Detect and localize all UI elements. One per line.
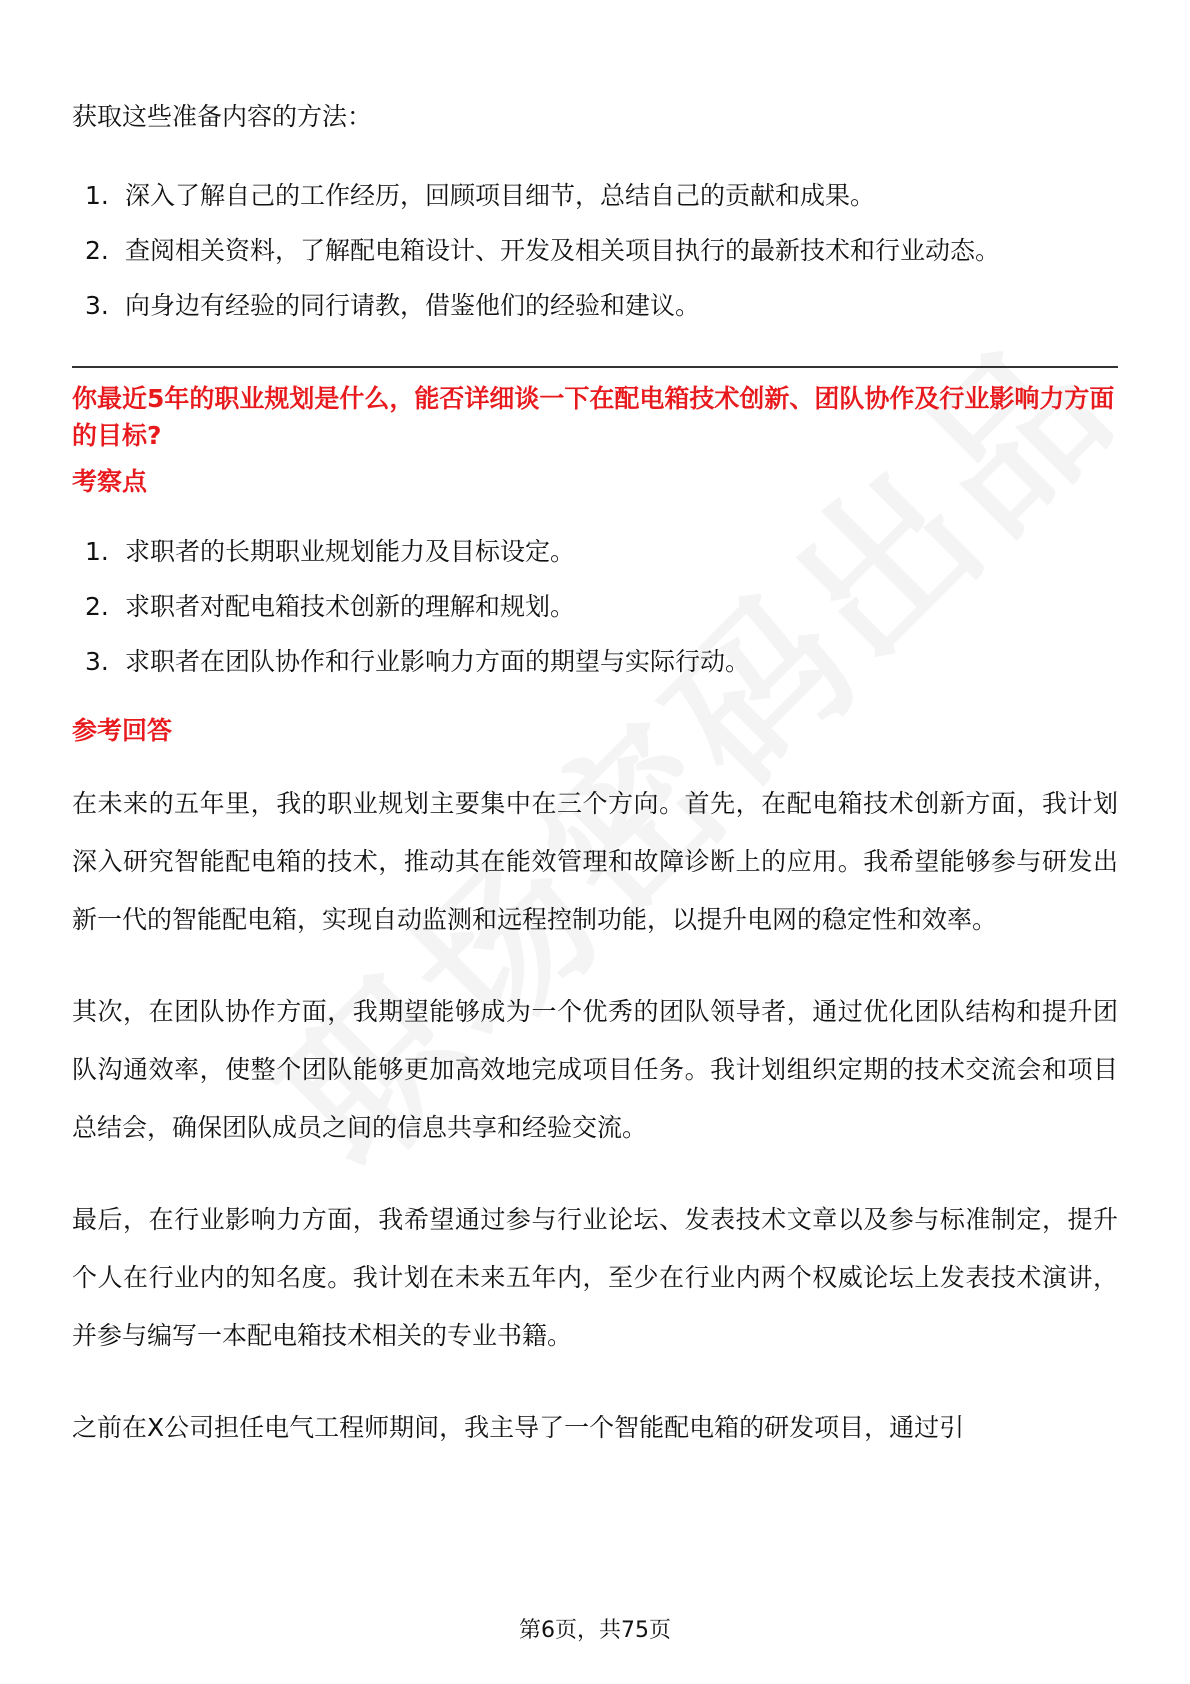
exam-points-heading: 考察点 [72,467,148,496]
methods-intro: 获取这些准备内容的方法： [72,102,373,131]
list-text: 查阅相关资料，了解配电箱设计、开发及相关项目执行的最新技术和行业动态。 [125,236,1001,265]
list-text: 深入了解自己的工作经历，回顾项目细节，总结自己的贡献和成果。 [125,181,876,210]
list-item [72,278,1118,333]
answer-heading: 参考回答 [72,716,173,745]
list-item [72,634,1118,689]
list-text: 求职者的长期职业规划能力及目标设定。 [125,537,576,566]
list-text: 向身边有经验的同行请教，借鉴他们的经验和建议。 [125,291,701,320]
list-number: 3. [85,647,109,676]
answer-paragraph: 之前在X公司担任电气工程师期间，我主导了一个智能配电箱的研发项目，通过引 [72,1413,965,1442]
list-text: 求职者对配电箱技术创新的理解和规划。 [125,592,576,621]
list-item [72,524,1118,579]
page-footer: 第6页，共75页 [519,1618,671,1643]
answer-paragraph: 在未来的五年里，我的职业规划主要集中在三个方向。首先，在配电箱技术创新方面，我计划深入研究智能配电箱的技术，推动其在能效管理和故障诊断上的应用。我希望能够参与研发出新一代的智能配电箱，实现自动监测和远程控制功能，以提升电网的稳定性和效率。 [72,789,1118,934]
list-number: 2. [85,236,109,265]
answer-paragraph: 最后，在行业影响力方面，我希望通过参与行业论坛、发表技术文章以及参与标准制定，提升个人在行业内的知名度。我计划在未来五年内，至少在行业内两个权威论坛上发表技术演讲，并参与编写一本配电箱技术相关的专业书籍。 [72,1205,1118,1350]
list-number: 2. [85,592,109,621]
list-number: 1. [85,537,109,566]
exam-points-list [72,524,1118,689]
section-divider [72,366,1118,368]
answer-paragraph: 其次，在团队协作方面，我期望能够成为一个优秀的团队领导者，通过优化团队结构和提升团队沟通效率，使整个团队能够更加高效地完成项目任务。我计划组织定期的技术交流会和项目总结会，确保团队成员之间的信息共享和经验交流。 [72,997,1118,1142]
methods-list [72,168,1118,333]
interview-question: 你最近5年的职业规划是什么，能否详细谈一下在配电箱技术创新、团队协作及行业影响力方面的目标? [72,384,1115,450]
list-text: 求职者在团队协作和行业影响力方面的期望与实际行动。 [125,647,751,676]
list-item [72,579,1118,634]
list-number: 3. [85,291,109,320]
list-item [72,168,1118,223]
list-item [72,223,1118,278]
page-content [72,92,1118,1491]
list-number: 1. [85,181,109,210]
